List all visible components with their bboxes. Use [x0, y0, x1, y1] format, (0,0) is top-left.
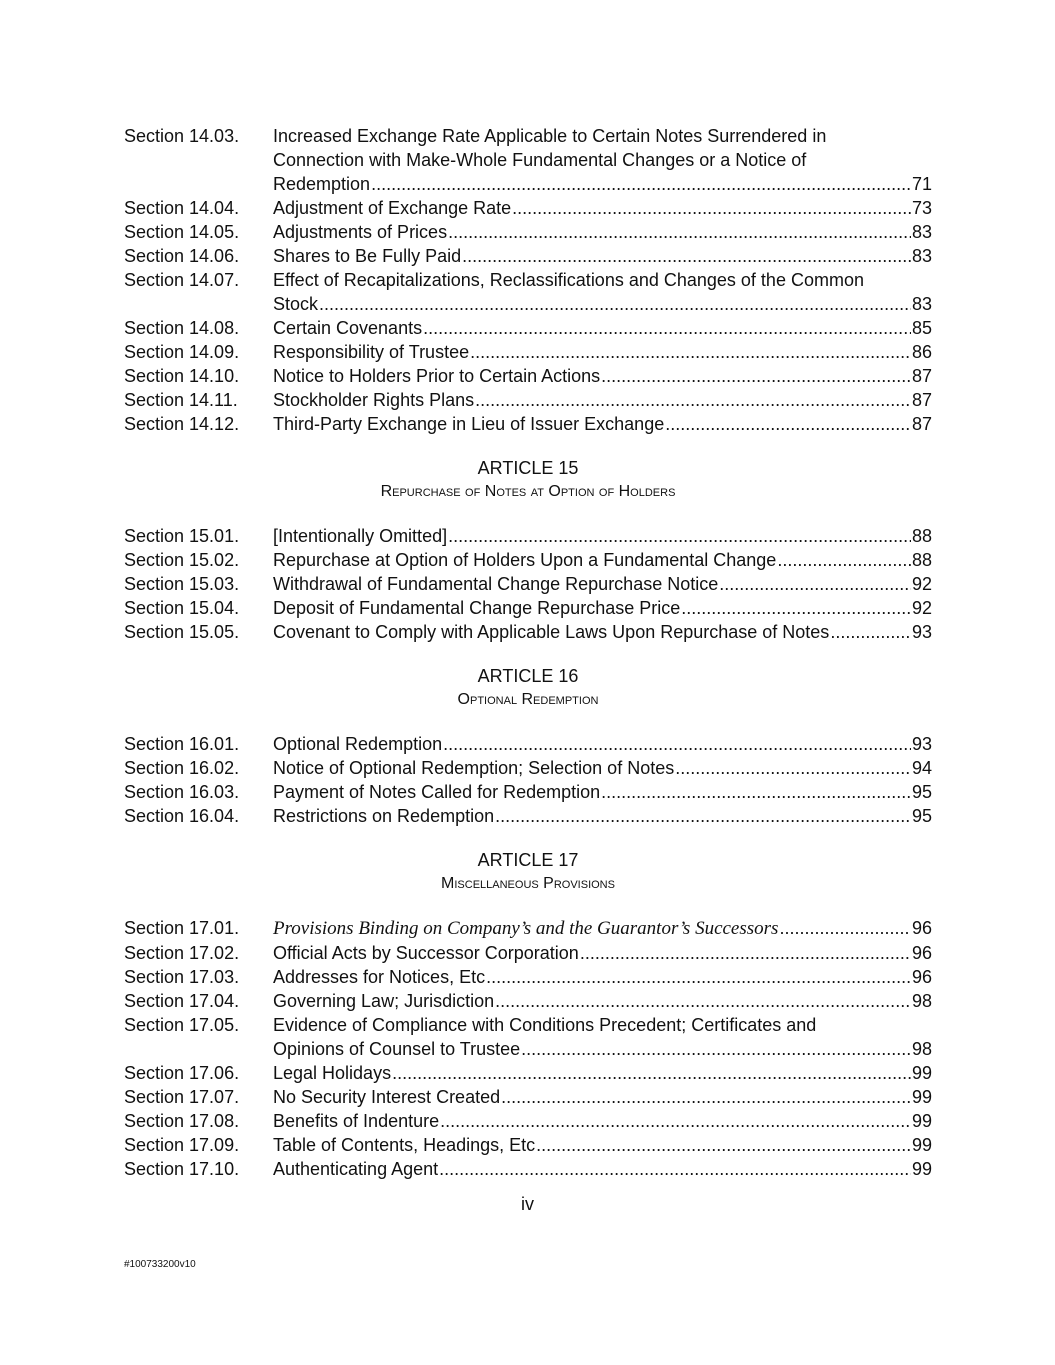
- dot-leader: [448, 220, 911, 244]
- article-number: ARTICLE 15: [477, 458, 579, 478]
- dot-leader: [665, 412, 911, 436]
- section-number: Section 17.02.: [124, 943, 240, 963]
- article-17-section-list: [124, 916, 932, 1181]
- dot-leader: [319, 292, 911, 316]
- section-title-block: [273, 548, 932, 572]
- section-number: Section 14.10.: [124, 366, 240, 386]
- section-number: Section 16.02.: [124, 758, 240, 778]
- section-title-block: [273, 756, 932, 780]
- section-title: No Security Interest Created: [273, 1087, 501, 1107]
- section-number: Section 14.03.: [124, 126, 240, 146]
- page-reference: 92: [911, 574, 932, 594]
- section-title-block: [273, 388, 932, 412]
- section-leader-line: [273, 316, 932, 340]
- page-reference: 86: [911, 342, 932, 362]
- dot-leader: [495, 804, 911, 828]
- section-title-block: [273, 1085, 932, 1109]
- section-leader-line: [273, 1061, 932, 1085]
- toc-entry[interactable]: [124, 780, 932, 804]
- section-leader-line: [273, 548, 932, 572]
- toc-entry[interactable]: [124, 364, 932, 388]
- section-leader-line: [273, 220, 932, 244]
- section-leader-line: [273, 1109, 932, 1133]
- page-reference: 83: [911, 246, 932, 266]
- toc-entry[interactable]: [124, 916, 932, 941]
- section-leader-line: [273, 989, 932, 1013]
- dot-leader: [512, 196, 911, 220]
- section-title: Adjustment of Exchange Rate: [273, 198, 512, 218]
- section-number: Section 17.08.: [124, 1111, 240, 1131]
- article-16-section-list: [124, 732, 932, 828]
- section-title: Adjustments of Prices: [273, 222, 448, 242]
- section-leader-line: [273, 172, 932, 196]
- dot-leader: [601, 364, 911, 388]
- section-number: Section 14.06.: [124, 246, 240, 266]
- section-number: Section 14.09.: [124, 342, 240, 362]
- section-title-line: Increased Exchange Rate Applicable to Certain Notes Surrendered in: [273, 126, 827, 146]
- page-reference: 99: [911, 1159, 932, 1179]
- toc-entry[interactable]: [124, 732, 932, 756]
- section-number: Section 14.05.: [124, 222, 240, 242]
- section-number: Section 17.04.: [124, 991, 240, 1011]
- section-title: Optional Redemption: [273, 734, 443, 754]
- section-leader-line: [273, 780, 932, 804]
- toc-entry[interactable]: [124, 989, 932, 1013]
- toc-entry[interactable]: [124, 1133, 932, 1157]
- section-number: Section 16.01.: [124, 734, 240, 754]
- toc-entry[interactable]: [124, 340, 932, 364]
- toc-entry[interactable]: [124, 596, 932, 620]
- section-number: Section 14.08.: [124, 318, 240, 338]
- section-title: Shares to Be Fully Paid: [273, 246, 462, 266]
- page-reference: 85: [911, 318, 932, 338]
- toc-entry[interactable]: [124, 524, 932, 548]
- section-number: Section 17.03.: [124, 967, 240, 987]
- section-title-block: [273, 989, 932, 1013]
- page-reference: 94: [911, 758, 932, 778]
- section-title-line: Connection with Make-Whole Fundamental Changes or a Notice of: [273, 150, 807, 170]
- section-title: Third-Party Exchange in Lieu of Issuer Exchange: [273, 414, 665, 434]
- dot-leader: [495, 989, 911, 1013]
- section-leader-line: [273, 732, 932, 756]
- page-reference: 95: [911, 806, 932, 826]
- section-leader-line: [273, 1133, 932, 1157]
- dot-leader: [462, 244, 911, 268]
- dot-leader: [830, 620, 911, 644]
- section-leader-line: [273, 524, 932, 548]
- section-leader-line: [273, 340, 932, 364]
- dot-leader: [443, 732, 911, 756]
- section-title-block: [273, 804, 932, 828]
- section-title: Covenant to Comply with Applicable Laws Upon Repurchase of Notes: [273, 622, 830, 642]
- section-title: Stockholder Rights Plans: [273, 390, 475, 410]
- section-leader-line: [273, 941, 932, 965]
- section-title: Stock: [273, 294, 319, 314]
- section-number: Section 17.05.: [124, 1015, 240, 1035]
- section-number: Section 14.07.: [124, 270, 240, 290]
- section-title-line: Effect of Recapitalizations, Reclassifications and Changes of the Common: [273, 270, 864, 290]
- dot-leader: [681, 596, 911, 620]
- toc-entry[interactable]: [124, 220, 932, 244]
- section-leader-line: [273, 916, 932, 941]
- section-title: Authenticating Agent: [273, 1159, 439, 1179]
- section-number: Section 17.07.: [124, 1087, 240, 1107]
- section-title: Notice to Holders Prior to Certain Actions: [273, 366, 601, 386]
- section-title-block: [273, 965, 932, 989]
- section-leader-line: [273, 1157, 932, 1181]
- section-title-block: [273, 412, 932, 436]
- page-reference: 98: [911, 991, 932, 1011]
- page-reference: 98: [911, 1039, 932, 1059]
- section-leader-line: [273, 388, 932, 412]
- page-reference: 99: [911, 1087, 932, 1107]
- dot-leader: [423, 316, 911, 340]
- section-leader-line: [273, 756, 932, 780]
- page-reference: 87: [911, 366, 932, 386]
- page-reference: 99: [911, 1135, 932, 1155]
- section-title: Opinions of Counsel to Trustee: [273, 1039, 521, 1059]
- dot-leader: [777, 548, 911, 572]
- section-title-block: [273, 364, 932, 388]
- section-number: Section 16.04.: [124, 806, 240, 826]
- section-leader-line: [273, 572, 932, 596]
- section-title-block: [273, 316, 932, 340]
- section-number: Section 15.02.: [124, 550, 240, 570]
- section-title-block: [273, 916, 932, 941]
- dot-leader: [779, 916, 911, 940]
- toc-entry[interactable]: [124, 756, 932, 780]
- section-number: Section 17.09.: [124, 1135, 240, 1155]
- page-reference: 99: [911, 1063, 932, 1083]
- section-title: Official Acts by Successor Corporation: [273, 943, 579, 963]
- section-title-block: [273, 780, 932, 804]
- section-title: Notice of Optional Redemption; Selection of Notes: [273, 758, 675, 778]
- page-reference: 96: [911, 967, 932, 987]
- dot-leader: [601, 780, 911, 804]
- dot-leader: [392, 1061, 911, 1085]
- section-number: Section 17.01.: [124, 918, 240, 938]
- section-title: Payment of Notes Called for Redemption: [273, 782, 601, 802]
- section-leader-line: [273, 1037, 932, 1061]
- toc-entry[interactable]: [124, 316, 932, 340]
- section-leader-line: [273, 244, 932, 268]
- section-title-block: [273, 620, 932, 644]
- toc-entry[interactable]: [124, 124, 932, 196]
- article-15-heading: [124, 456, 932, 504]
- section-title: Restrictions on Redemption: [273, 806, 495, 826]
- section-number: Section 14.11.: [124, 390, 238, 410]
- section-title-block: [273, 941, 932, 965]
- section-leader-line: [273, 965, 932, 989]
- toc-entry[interactable]: [124, 388, 932, 412]
- section-number: Section 15.03.: [124, 574, 240, 594]
- page-number: iv: [521, 1194, 534, 1214]
- dot-leader: [448, 524, 911, 548]
- section-leader-line: [273, 1085, 932, 1109]
- dot-leader: [501, 1085, 911, 1109]
- section-number: Section 15.04.: [124, 598, 240, 618]
- section-title: Benefits of Indenture: [273, 1111, 440, 1131]
- section-title-block: [273, 220, 932, 244]
- section-title-block: [273, 196, 932, 220]
- section-leader-line: [273, 292, 932, 316]
- toc-entry[interactable]: [124, 412, 932, 436]
- article-number: ARTICLE 17: [477, 850, 579, 870]
- section-title: Redemption: [273, 174, 371, 194]
- toc-entry[interactable]: [124, 941, 932, 965]
- section-title-block: [273, 340, 932, 364]
- section-title-block: [273, 732, 932, 756]
- toc-entry[interactable]: [124, 804, 932, 828]
- section-title: Table of Contents, Headings, Etc: [273, 1135, 536, 1155]
- section-title-block: [273, 1109, 932, 1133]
- section-number: Section 14.12.: [124, 414, 240, 434]
- section-title-block: [273, 1013, 932, 1061]
- page-reference: 92: [911, 598, 932, 618]
- page-reference: 87: [911, 414, 932, 434]
- toc-entry[interactable]: [124, 268, 932, 316]
- section-title: Provisions Binding on Company’s and the Guarantor’s Successors: [273, 918, 779, 939]
- page-reference: 93: [911, 734, 932, 754]
- page-reference: 87: [911, 390, 932, 410]
- section-title: Withdrawal of Fundamental Change Repurchase Notice: [273, 574, 719, 594]
- article-title: Optional Redemption: [457, 691, 599, 708]
- section-title-block: [273, 244, 932, 268]
- section-title-block: [273, 1157, 932, 1181]
- toc-entry[interactable]: [124, 1061, 932, 1085]
- toc-entry[interactable]: [124, 620, 932, 644]
- section-title: [Intentionally Omitted]: [273, 526, 448, 546]
- section-leader-line: [273, 804, 932, 828]
- section-title-block: [273, 596, 932, 620]
- toc-entry[interactable]: [124, 1013, 932, 1061]
- article-14-section-list: [124, 124, 932, 436]
- section-number: Section 16.03.: [124, 782, 240, 802]
- toc-entry[interactable]: [124, 1157, 932, 1181]
- dot-leader: [371, 172, 911, 196]
- section-title: Addresses for Notices, Etc: [273, 967, 486, 987]
- dot-leader: [719, 572, 911, 596]
- section-leader-line: [273, 364, 932, 388]
- section-title: Certain Covenants: [273, 318, 423, 338]
- section-leader-line: [273, 596, 932, 620]
- dot-leader: [675, 756, 911, 780]
- toc-entry[interactable]: [124, 548, 932, 572]
- section-leader-line: [273, 620, 932, 644]
- toc-entry[interactable]: [124, 1109, 932, 1133]
- dot-leader: [440, 1109, 911, 1133]
- table-of-contents: [124, 124, 932, 1181]
- section-title: Governing Law; Jurisdiction: [273, 991, 495, 1011]
- page-reference: 88: [911, 550, 932, 570]
- page-reference: 99: [911, 1111, 932, 1131]
- section-title-line: Evidence of Compliance with Conditions Precedent; Certificates and: [273, 1015, 817, 1035]
- toc-entry[interactable]: [124, 965, 932, 989]
- article-title: Miscellaneous Provisions: [441, 875, 615, 892]
- section-leader-line: [273, 196, 932, 220]
- toc-entry[interactable]: [124, 196, 932, 220]
- article-number: ARTICLE 16: [477, 666, 579, 686]
- page-reference: 73: [911, 198, 932, 218]
- page-reference: 96: [911, 918, 932, 938]
- page-reference: 96: [911, 943, 932, 963]
- dot-leader: [521, 1037, 911, 1061]
- section-title-block: [273, 124, 932, 196]
- section-number: Section 14.04.: [124, 198, 240, 218]
- toc-entry[interactable]: [124, 572, 932, 596]
- section-title: Responsibility of Trustee: [273, 342, 470, 362]
- section-number: Section 17.06.: [124, 1063, 240, 1083]
- page-reference: 88: [911, 526, 932, 546]
- dot-leader: [475, 388, 911, 412]
- section-title: Legal Holidays: [273, 1063, 392, 1083]
- section-title-block: [273, 1133, 932, 1157]
- page-reference: 83: [911, 294, 932, 314]
- section-leader-line: [273, 412, 932, 436]
- dot-leader: [580, 941, 911, 965]
- page-reference: 71: [911, 174, 932, 194]
- article-title: Repurchase of Notes at Option of Holders: [380, 483, 676, 500]
- article-16-heading: [124, 664, 932, 712]
- section-title-block: [273, 572, 932, 596]
- section-number: Section 17.10.: [124, 1159, 240, 1179]
- toc-entry[interactable]: [124, 1085, 932, 1109]
- document-id: #100733200v10: [124, 1259, 196, 1270]
- section-number: Section 15.05.: [124, 622, 240, 642]
- section-title-block: [273, 524, 932, 548]
- article-17-heading: [124, 848, 932, 896]
- dot-leader: [470, 340, 911, 364]
- page-reference: 95: [911, 782, 932, 802]
- dot-leader: [486, 965, 911, 989]
- section-title: Repurchase at Option of Holders Upon a Fundamental Change: [273, 550, 777, 570]
- section-title-block: [273, 1061, 932, 1085]
- section-title: Deposit of Fundamental Change Repurchase Price: [273, 598, 681, 618]
- section-title-block: [273, 268, 932, 316]
- page-reference: 93: [911, 622, 932, 642]
- article-15-section-list: [124, 524, 932, 644]
- toc-entry[interactable]: [124, 244, 932, 268]
- dot-leader: [439, 1157, 911, 1181]
- page-reference: 83: [911, 222, 932, 242]
- section-number: Section 15.01.: [124, 526, 240, 546]
- dot-leader: [536, 1133, 911, 1157]
